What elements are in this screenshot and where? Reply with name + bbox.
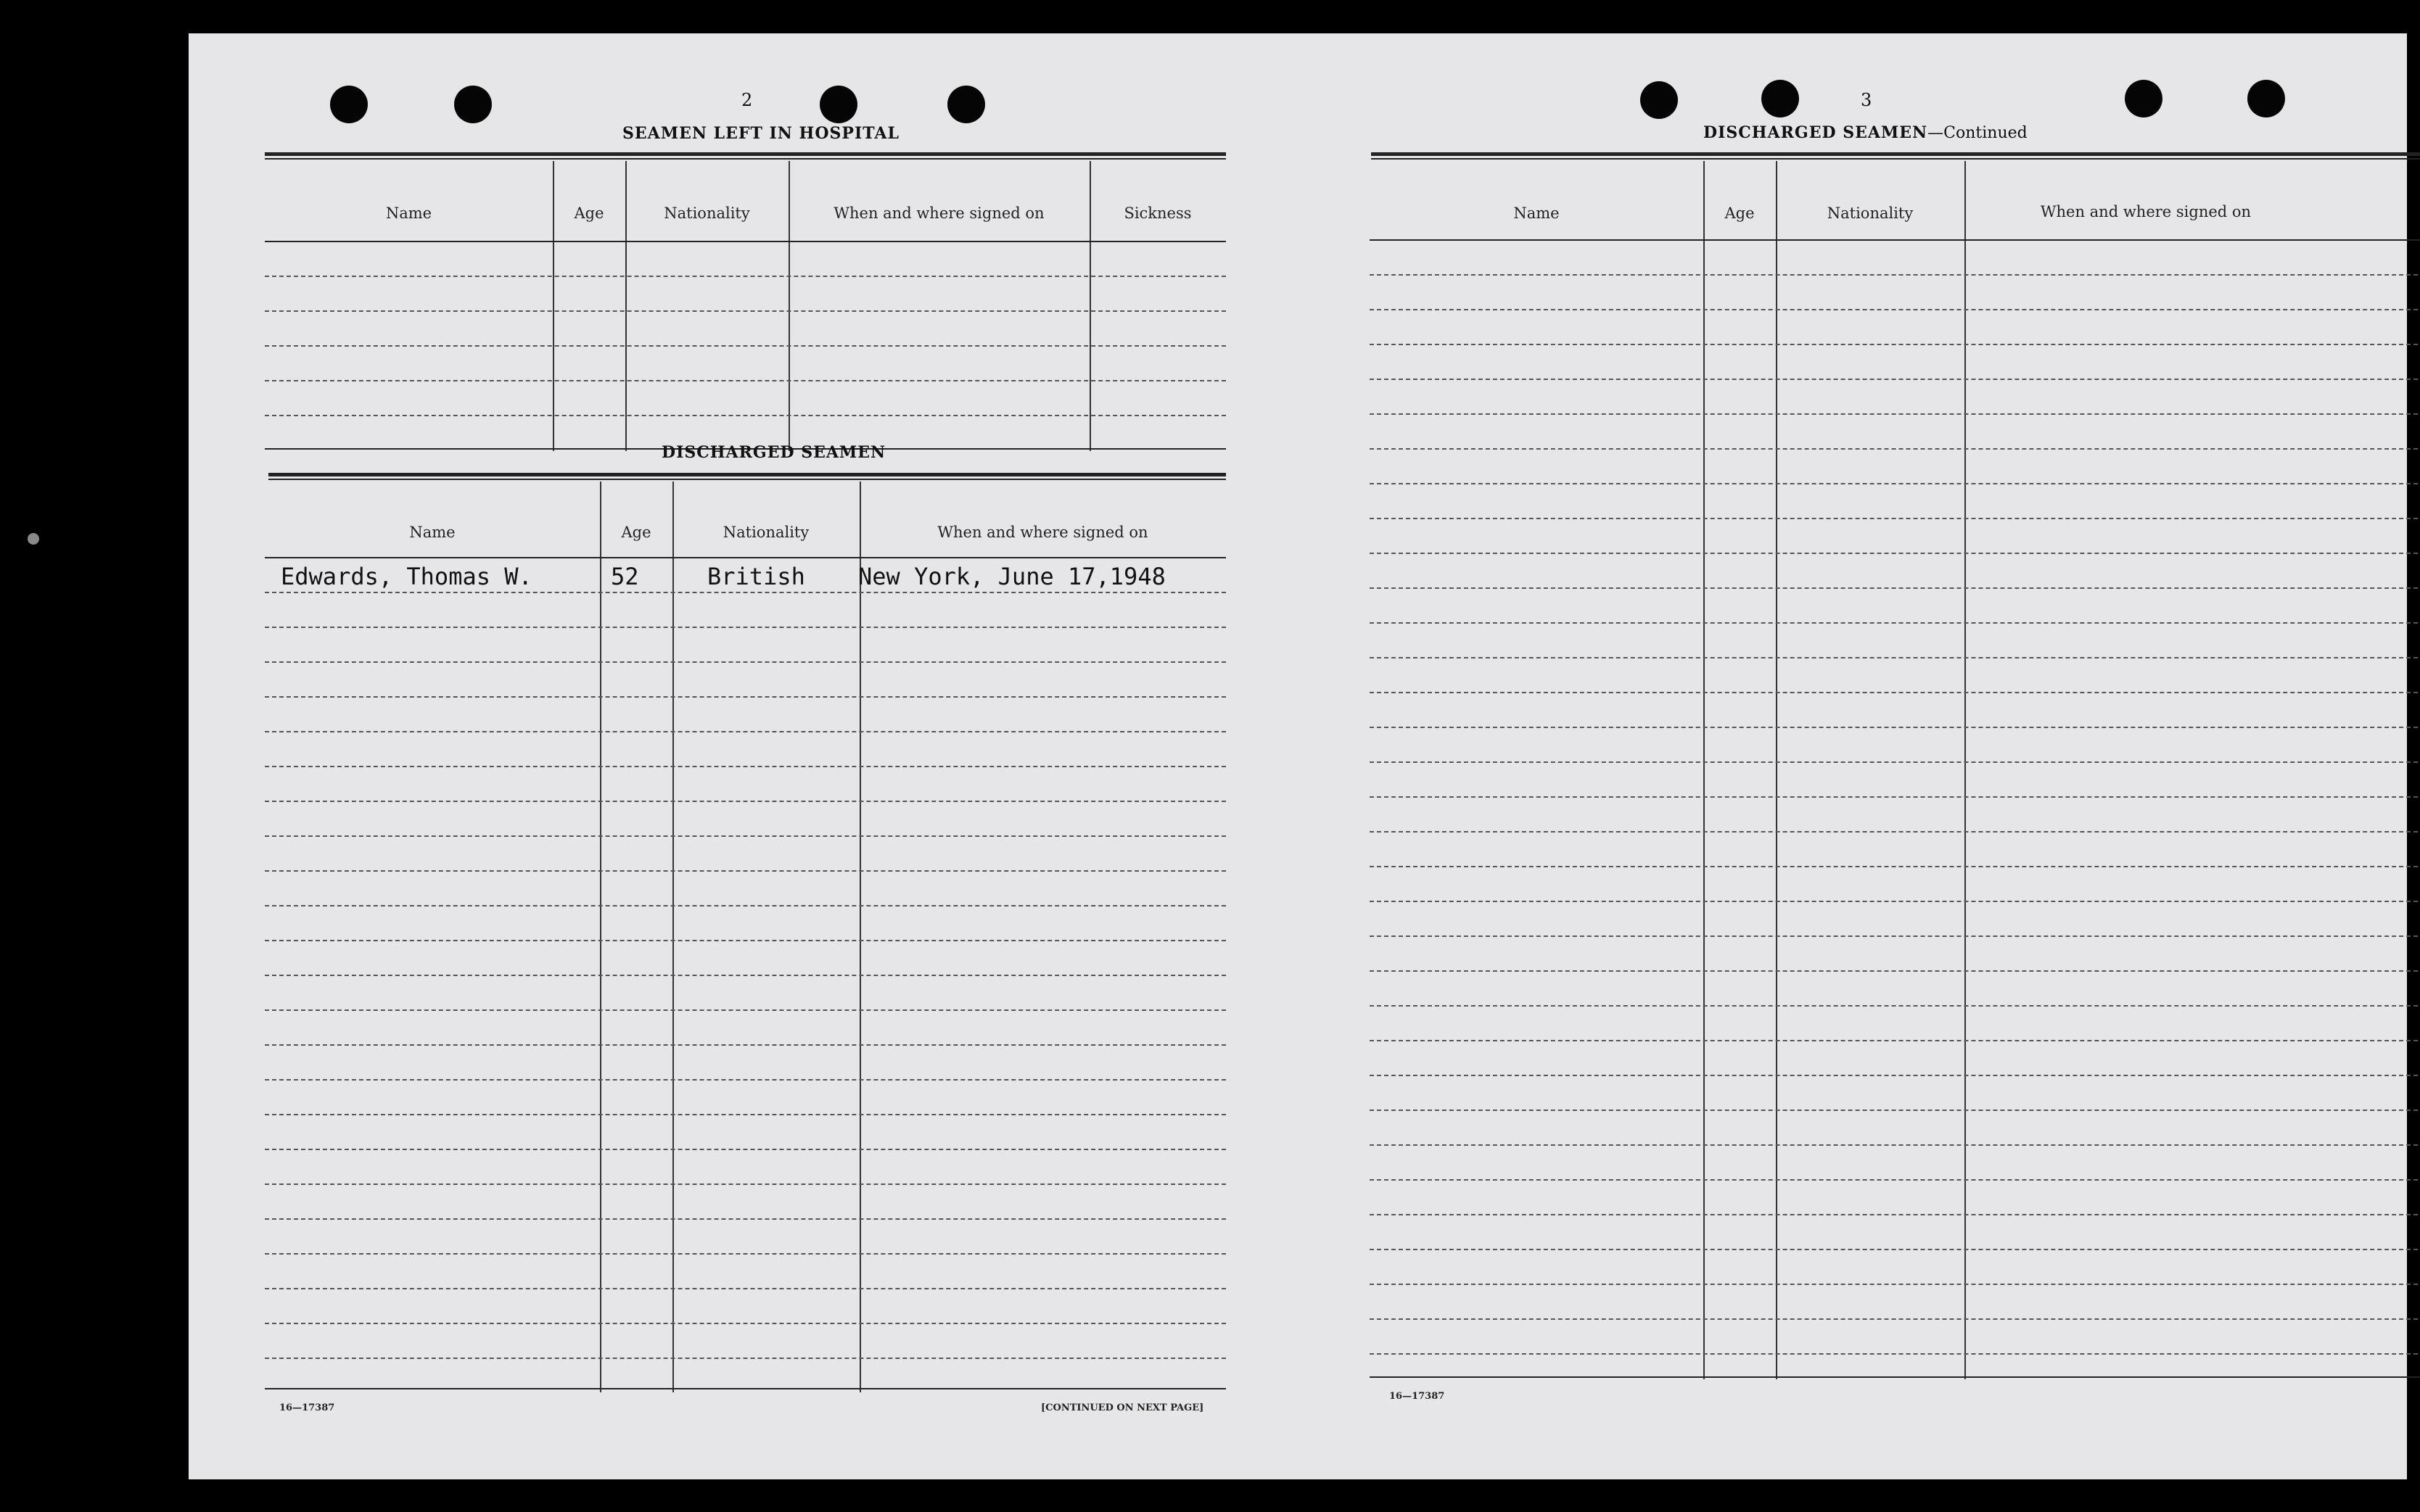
ruled-line <box>1370 309 2420 310</box>
hospital-table <box>265 161 1226 451</box>
punch-hole <box>947 86 985 123</box>
ruled-line <box>265 1044 1226 1046</box>
ruled-line <box>265 415 1226 416</box>
ruled-line <box>1370 448 2420 450</box>
column-divider <box>672 482 674 1392</box>
column-divider <box>625 161 627 451</box>
form-number-left: 16—17387 <box>279 1402 335 1413</box>
hospital-col-age: Age <box>574 205 604 222</box>
column-divider <box>860 482 861 1392</box>
form-number-right: 16—17387 <box>1389 1391 1445 1402</box>
ruled-line <box>265 696 1226 698</box>
ruled-line <box>265 1114 1226 1115</box>
ruled-line <box>1370 1040 2420 1041</box>
ruled-line <box>1370 1110 2420 1111</box>
ruled-line <box>265 870 1226 872</box>
seaman-name: Edwards, Thomas W. <box>281 563 532 590</box>
ruled-line <box>1370 1214 2420 1215</box>
ruled-line <box>1370 587 2420 589</box>
ruled-line <box>265 731 1226 732</box>
ruled-line <box>265 1149 1226 1150</box>
hospital-section-title: SEAMEN LEFT IN HOSPITAL <box>622 124 900 143</box>
document-spread <box>189 33 2407 1479</box>
ruled-line <box>265 801 1226 802</box>
hospital-col-signed-on: When and where signed on <box>834 205 1045 222</box>
ruled-line <box>265 1079 1226 1081</box>
seaman-age: 52 <box>611 563 639 590</box>
ruled-line <box>1370 1179 2420 1181</box>
ruled-line <box>1370 761 2420 763</box>
page-number-left: 2 <box>741 90 753 110</box>
ruled-line <box>265 276 1226 277</box>
continued-suffix: —Continued <box>1927 124 2028 142</box>
discharged-continued-table <box>1370 161 2420 1379</box>
ruled-line <box>1370 274 2420 276</box>
punch-hole <box>1761 80 1799 117</box>
punch-hole <box>1640 81 1678 119</box>
ruled-line <box>1370 1075 2420 1076</box>
ruled-line <box>1370 379 2420 380</box>
ruled-line <box>1370 622 2420 624</box>
hospital-col-sickness: Sickness <box>1124 205 1192 222</box>
punch-hole <box>820 86 857 123</box>
punch-hole <box>330 86 368 123</box>
seaman-nationality: British <box>707 563 805 590</box>
ruled-line <box>1370 1144 2420 1146</box>
ruled-line <box>1370 935 2420 937</box>
discharged-col-signed-on: When and where signed on <box>937 524 1148 541</box>
ruled-line <box>1370 1005 2420 1007</box>
ruled-line <box>1370 344 2420 345</box>
continued-bottom-rule <box>1370 1376 2420 1378</box>
discharged-col-name: Name <box>409 524 456 541</box>
continued-col-age: Age <box>1724 205 1755 222</box>
ruled-line <box>265 1323 1226 1324</box>
column-divider <box>600 482 601 1392</box>
header-underline <box>265 557 1226 558</box>
ruled-line <box>1370 483 2420 484</box>
ruled-line <box>265 345 1226 347</box>
ruled-line <box>1370 553 2420 554</box>
ruled-line <box>1370 796 2420 798</box>
punch-hole <box>2247 80 2285 117</box>
discharged-bottom-rule <box>265 1388 1226 1389</box>
ruled-line <box>1370 1353 2420 1355</box>
discharged-col-nationality: Nationality <box>723 524 810 541</box>
ruled-line <box>1370 727 2420 728</box>
ruled-line <box>265 940 1226 941</box>
hospital-top-rule <box>265 152 1226 160</box>
continued-note: [CONTINUED ON NEXT PAGE] <box>1041 1402 1204 1413</box>
ruled-line <box>265 1358 1226 1359</box>
right-top-rule <box>1371 152 2420 160</box>
continued-col-nationality: Nationality <box>1827 205 1914 222</box>
hospital-col-nationality: Nationality <box>664 205 750 222</box>
header-underline <box>265 241 1226 242</box>
ruled-line <box>265 380 1226 381</box>
ruled-line <box>1370 692 2420 693</box>
continued-col-signed-on: When and where signed on <box>2040 203 2252 220</box>
continued-col-name: Name <box>1513 205 1560 222</box>
discharged-top-rule <box>268 473 1226 480</box>
ruled-line <box>265 905 1226 906</box>
hospital-col-name: Name <box>385 205 432 222</box>
punch-hole <box>454 86 492 123</box>
ruled-line <box>1370 901 2420 902</box>
column-divider <box>1090 161 1091 451</box>
ruled-line <box>265 592 1226 593</box>
ruled-line <box>265 766 1226 767</box>
ruled-line <box>265 627 1226 628</box>
ruled-line <box>265 310 1226 312</box>
ruled-line <box>1370 831 2420 833</box>
ruled-line <box>265 975 1226 976</box>
ruled-line <box>1370 1318 2420 1320</box>
seaman-signed-on: New York, June 17,1948 <box>858 563 1166 590</box>
ruled-line <box>265 1218 1226 1220</box>
column-divider <box>553 161 554 451</box>
header-underline <box>1370 239 2420 241</box>
ruled-line <box>1370 866 2420 867</box>
ruled-line <box>1370 1249 2420 1250</box>
ruled-line <box>1370 518 2420 519</box>
discharged-continued-title-text: DISCHARGED SEAMEN <box>1703 123 1928 142</box>
ruled-line <box>265 1009 1226 1011</box>
ruled-line <box>1370 970 2420 972</box>
discharged-section-title: DISCHARGED SEAMEN <box>662 443 886 462</box>
discharged-continued-title <box>1703 123 2028 142</box>
discharged-col-age: Age <box>621 524 651 541</box>
ruled-line <box>1370 1284 2420 1285</box>
punch-hole <box>2125 80 2162 117</box>
ruled-line <box>265 1183 1226 1185</box>
ruled-line <box>1370 413 2420 415</box>
ruled-line <box>265 661 1226 663</box>
page-number-right: 3 <box>1861 90 1872 110</box>
scanner-speck <box>28 533 39 545</box>
ruled-line <box>1370 657 2420 658</box>
column-divider <box>789 161 790 451</box>
discharged-table <box>265 482 1226 1392</box>
ruled-line <box>265 835 1226 837</box>
ruled-line <box>265 1253 1226 1255</box>
ruled-line <box>265 1288 1226 1289</box>
